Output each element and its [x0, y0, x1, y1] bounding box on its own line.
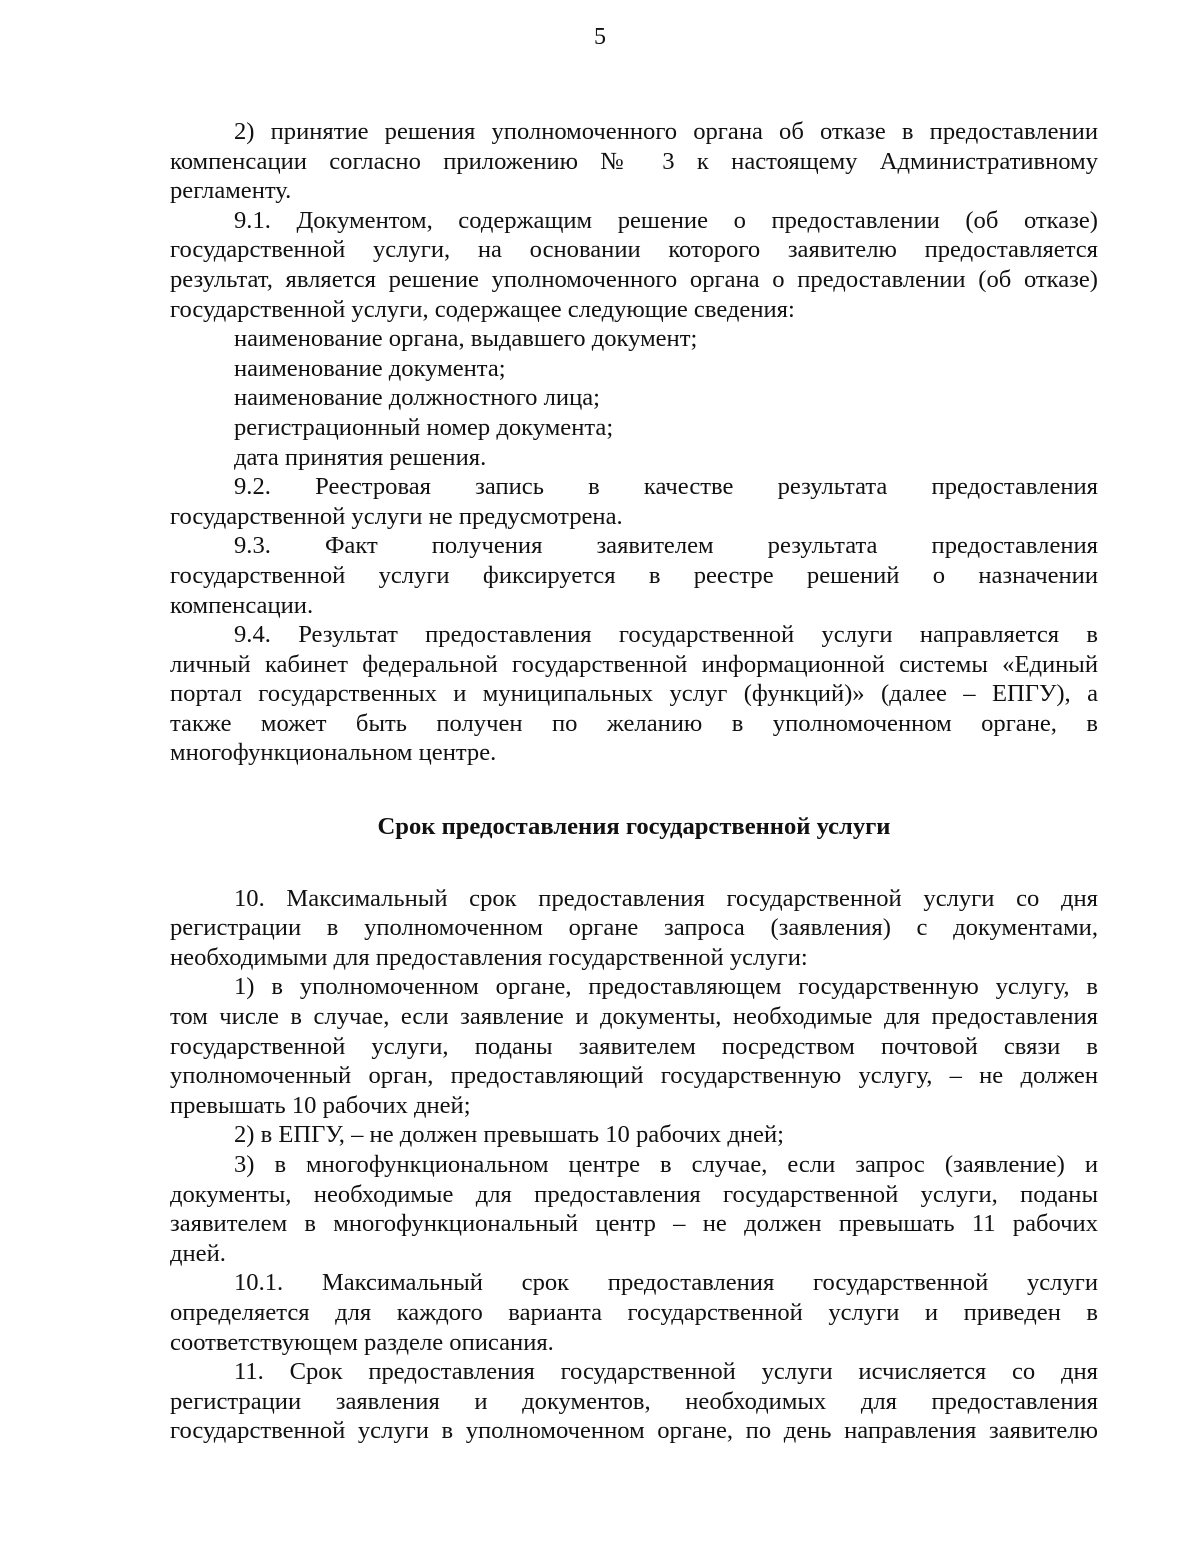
text-line: определяется для каждого варианта государственной услуги и приведен в: [170, 1298, 1098, 1326]
text-line: регистрации заявления и документов, необходимых для предоставления: [170, 1387, 1098, 1415]
list-item: регистрационный номер документа;: [234, 413, 614, 441]
text-line: 9.1. Документом, содержащим решение о предоставлении (об отказе): [234, 206, 1098, 234]
text-line: результат, является решение уполномоченного органа о предоставлении (об отказе): [170, 265, 1098, 293]
text-line: 2) в ЕПГУ, – не должен превышать 10 рабочих дней;: [234, 1121, 784, 1149]
text-line: 2) принятие решения уполномоченного органа об отказе в предоставлении: [234, 118, 1098, 145]
list-item: наименование документа;: [234, 354, 506, 382]
text-line: 9.3. Факт получения заявителем результата предоставления: [234, 532, 1098, 560]
text-line: превышать 10 рабочих дней;: [170, 1091, 471, 1119]
list-item: наименование органа, выдавшего документ;: [234, 325, 698, 353]
text-line: 10.1. Максимальный срок предоставления государственной услуги: [234, 1269, 1098, 1297]
text-line: государственной услуги, содержащее следующие сведения:: [170, 295, 795, 323]
text-line: компенсации согласно приложению № 3 к настоящему Административному: [170, 147, 1098, 175]
paragraph-item-2-refusal: [170, 117, 1098, 206]
text-line: 9.2. Реестровая запись в качестве результата предоставления: [234, 473, 1098, 501]
text-line: документы, необходимые для предоставления государственной услуги, поданы: [170, 1180, 1098, 1208]
text-line: соответствующем разделе описания.: [170, 1328, 554, 1356]
paragraph-10-item-2: [170, 1120, 1098, 1150]
section-heading: Срок предоставления государственной услуги: [377, 813, 891, 841]
text-line: дней.: [170, 1239, 226, 1267]
paragraph-10: [170, 884, 1098, 973]
text-line: государственной услуги в уполномоченном органе, по день направления заявителю: [170, 1417, 1098, 1445]
paragraph-9-2: [170, 472, 1098, 531]
text-line: необходимыми для предоставления государственной услуги:: [170, 943, 808, 971]
paragraph-9-4: [170, 620, 1098, 768]
text-line: 11. Срок предоставления государственной услуги исчисляется со дня: [234, 1358, 1098, 1386]
list-item: наименование должностного лица;: [234, 384, 600, 412]
paragraph-9-3: [170, 531, 1098, 620]
text-line: государственной услуги не предусмотрена.: [170, 502, 623, 530]
paragraph-9-1: [170, 206, 1098, 324]
text-line: 1) в уполномоченном органе, предоставляющем государственную услугу, в: [234, 973, 1098, 1001]
text-line: заявителем в многофункциональный центр – не должен превышать 11 рабочих: [170, 1210, 1098, 1238]
text-line: уполномоченный орган, предоставляющий государственную услугу, – не должен: [170, 1062, 1098, 1090]
text-line: компенсации.: [170, 591, 314, 619]
text-line: регламенту.: [170, 177, 292, 205]
text-line: 9.4. Результат предоставления государственной услуги направляется в: [234, 621, 1098, 649]
paragraph-11: [170, 1357, 1098, 1446]
text-line: личный кабинет федеральной государственной информационной системы «Единый: [170, 650, 1098, 678]
paragraph-10-item-3: [170, 1150, 1098, 1268]
paragraph-10-1: [170, 1268, 1098, 1357]
text-line: регистрации в уполномоченном органе запроса (заявления) с документами,: [170, 914, 1098, 942]
document-body: [170, 117, 1098, 1446]
text-line: 10. Максимальный срок предоставления государственной услуги со дня: [234, 884, 1098, 912]
text-line: портал государственных и муниципальных услуг (функций)» (далее – ЕПГУ), а: [170, 680, 1098, 708]
text-line: многофункциональном центре.: [170, 739, 497, 767]
paragraph-10-item-1: [170, 972, 1098, 1120]
text-line: государственной услуги фиксируется в реестре решений о назначении: [170, 561, 1098, 589]
page-number: 5: [594, 24, 606, 50]
text-line: 3) в многофункциональном центре в случае, если запрос (заявление) и: [234, 1151, 1098, 1178]
list-item: дата принятия решения.: [234, 443, 487, 471]
text-line: том числе в случае, если заявление и документы, необходимые для предоставления: [170, 1003, 1098, 1031]
text-line: также может быть получен по желанию в уполномоченном органе, в: [170, 709, 1098, 737]
text-line: государственной услуги, поданы заявителем посредством почтовой связи в: [170, 1032, 1098, 1060]
text-line: государственной услуги, на основании которого заявителю предоставляется: [170, 236, 1098, 264]
